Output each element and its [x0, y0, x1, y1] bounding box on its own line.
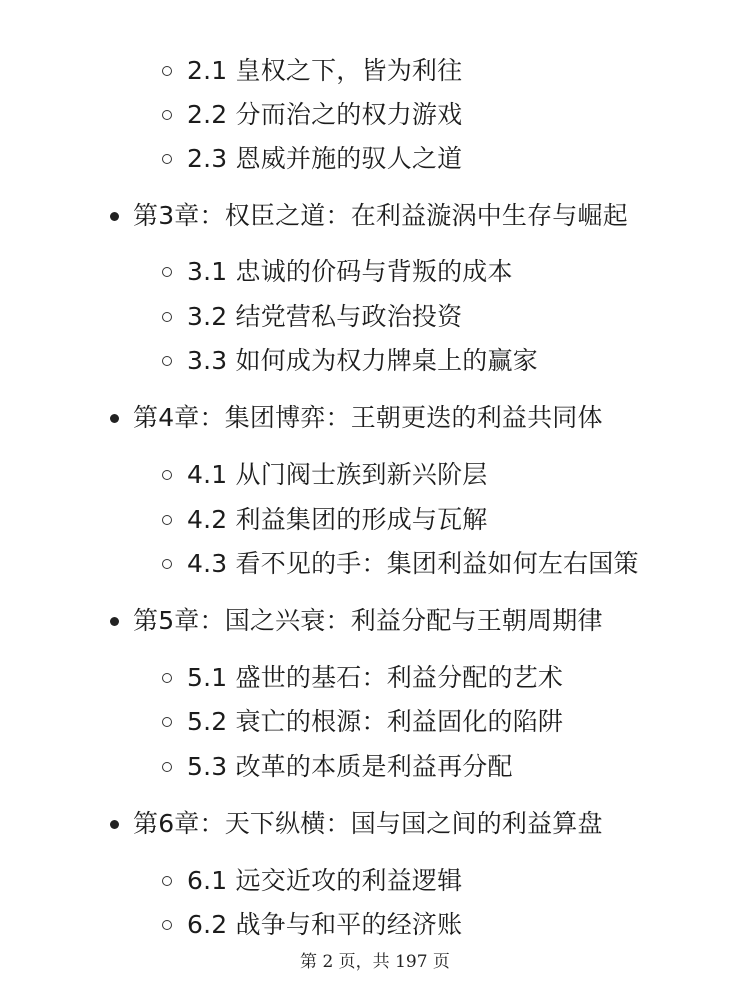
toc-chapter-item[interactable] [133, 605, 603, 637]
toc-section-item[interactable] [187, 865, 462, 897]
toc-chapter-text: 第6章：天下纵横：国与国之间的利益算盘 [133, 809, 603, 838]
toc-chapter-text: 第3章：权臣之道：在利益漩涡中生存与崛起 [133, 201, 628, 230]
filled-bullet-icon [110, 414, 119, 423]
hollow-bullet-icon [162, 267, 172, 277]
toc-section-text: 2.1 皇权之下，皆为利往 [187, 56, 463, 85]
toc-chapter-item[interactable] [133, 200, 628, 232]
toc-section-text: 5.2 衰亡的根源：利益固化的陷阱 [187, 707, 564, 736]
filled-bullet-icon [110, 617, 119, 626]
hollow-bullet-icon [162, 717, 172, 727]
toc-section-item[interactable] [187, 99, 462, 131]
toc-section-text: 6.2 战争与和平的经济账 [187, 910, 463, 939]
toc-section-text: 4.2 利益集团的形成与瓦解 [187, 505, 488, 534]
toc-section-item[interactable] [187, 143, 462, 175]
toc-section-item[interactable] [187, 256, 513, 288]
toc-section-item[interactable] [187, 662, 563, 694]
filled-bullet-icon [110, 212, 119, 221]
hollow-bullet-icon [162, 312, 172, 322]
toc-section-text: 5.3 改革的本质是利益再分配 [187, 752, 513, 781]
toc-section-item[interactable] [187, 909, 462, 941]
toc-chapter-text: 第4章：集团博弈：王朝更迭的利益共同体 [133, 403, 603, 432]
hollow-bullet-icon [162, 673, 172, 683]
toc-section-item[interactable] [187, 504, 488, 536]
hollow-bullet-icon [162, 154, 172, 164]
hollow-bullet-icon [162, 356, 172, 366]
hollow-bullet-icon [162, 920, 172, 930]
hollow-bullet-icon [162, 515, 172, 525]
page-number-footer: 第 2 页，共 197 页 [300, 952, 450, 972]
toc-section-item[interactable] [187, 345, 538, 377]
toc-chapter-item[interactable] [133, 808, 603, 840]
toc-section-item[interactable] [187, 55, 462, 87]
hollow-bullet-icon [162, 470, 172, 480]
toc-section-text: 3.1 忠诚的价码与背叛的成本 [187, 257, 513, 286]
toc-section-text: 4.1 从门阀士族到新兴阶层 [187, 460, 488, 489]
toc-section-text: 4.3 看不见的手：集团利益如何左右国策 [187, 549, 639, 578]
toc-section-item[interactable] [187, 459, 488, 491]
toc-section-text: 2.3 恩威并施的驭人之道 [187, 144, 463, 173]
hollow-bullet-icon [162, 110, 172, 120]
toc-section-item[interactable] [187, 706, 563, 738]
toc-section-text: 6.1 远交近攻的利益逻辑 [187, 866, 463, 895]
hollow-bullet-icon [162, 762, 172, 772]
toc-section-text: 2.2 分而治之的权力游戏 [187, 100, 463, 129]
toc-section-item[interactable] [187, 751, 513, 783]
toc-section-text: 5.1 盛世的基石：利益分配的艺术 [187, 663, 564, 692]
filled-bullet-icon [110, 820, 119, 829]
toc-section-text: 3.3 如何成为权力牌桌上的赢家 [187, 346, 538, 375]
toc-section-item[interactable] [187, 301, 462, 333]
toc-chapter-text: 第5章：国之兴衰：利益分配与王朝周期律 [133, 606, 603, 635]
hollow-bullet-icon [162, 876, 172, 886]
hollow-bullet-icon [162, 66, 172, 76]
toc-chapter-item[interactable] [133, 402, 603, 434]
hollow-bullet-icon [162, 559, 172, 569]
toc-section-item[interactable] [187, 548, 639, 580]
toc-section-text: 3.2 结党营私与政治投资 [187, 302, 463, 331]
